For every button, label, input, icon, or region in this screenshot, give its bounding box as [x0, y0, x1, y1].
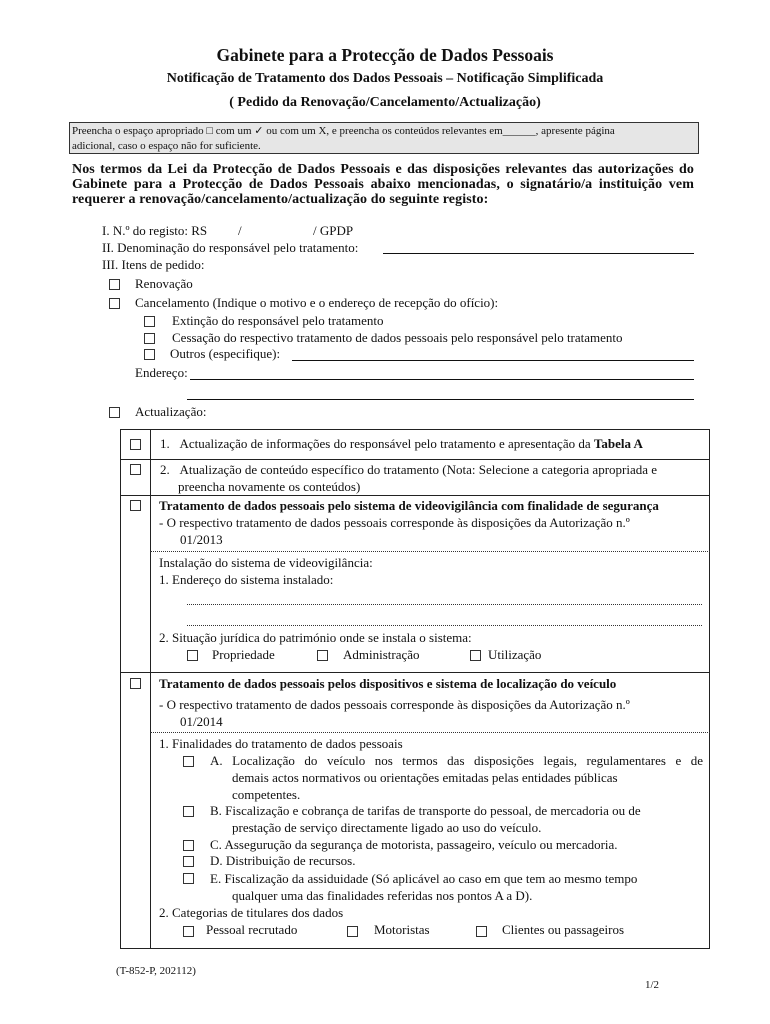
table-divider — [120, 495, 710, 496]
propriedade-checkbox[interactable] — [187, 650, 198, 661]
categorias-label: 2. Categorias de titulares dos dados — [159, 905, 344, 920]
administracao-label: Administração — [343, 647, 420, 662]
notice-line-1: Preencha o espaço apropriado □ com um ✓ ou com um X, e preencha os conteúdos relevantes em______, apresente página — [72, 125, 615, 137]
finalidade-d-checkbox[interactable] — [183, 856, 194, 867]
endereco-sistema-line-2[interactable] — [187, 625, 702, 626]
situacao-juridica-label: 2. Situação jurídica do património onde se instala o sistema: — [159, 630, 472, 645]
propriedade-label: Propriedade — [212, 647, 275, 662]
endereco-label: Endereço: — [135, 365, 188, 380]
clientes-checkbox[interactable] — [476, 926, 487, 937]
cessacao-checkbox[interactable] — [144, 333, 155, 344]
finalidade-e-text: E. Fiscalização da assiduidade (Só aplicável ao caso em que tem ao mesmo tempo qualquer uma das finalidades referidas nos pontos A a D). — [210, 871, 638, 903]
finalidade-a-checkbox[interactable] — [183, 756, 194, 767]
table-row2-text: 2. Atualização de conteúdo específico do tratamento (Nota: Selecione a categoria apropriada e preencha novamente os conteúdos) — [160, 462, 658, 494]
registo-suffix: / GPDP — [313, 223, 354, 238]
endereco-input-line-2[interactable] — [187, 399, 694, 400]
clientes-label: Clientes ou passageiros — [502, 922, 625, 937]
notice-line-2: adicional, caso o espaço não for suficiente. — [72, 140, 261, 152]
utilizacao-label: Utilização — [488, 647, 542, 662]
table-divider — [120, 459, 710, 460]
form-code: (T-852-P, 202112) — [116, 965, 196, 977]
actualizacao-checkbox[interactable] — [109, 407, 120, 418]
motoristas-label: Motoristas — [374, 922, 430, 937]
cancelamento-label: Cancelamento (Indique o motivo e o endereço de recepção do ofício): — [135, 295, 499, 310]
table-divider — [120, 672, 710, 673]
registo-label: I. N.º do registo: RS — [102, 223, 208, 238]
actualizacao-label: Actualização: — [135, 404, 207, 419]
outros-input-line[interactable] — [292, 360, 694, 361]
videovigilancia-details: Instalação do sistema de videovigilância: 1. Endereço do sistema instalado: — [159, 555, 373, 587]
denominacao-label: II. Denominação do responsável pelo tratamento: — [102, 240, 359, 255]
registo-number-field[interactable] — [102, 223, 207, 239]
cancelamento-checkbox[interactable] — [109, 298, 120, 309]
extincao-label: Extinção do responsável pelo tratamento — [172, 313, 384, 328]
videovigilancia-section: Tratamento de dados pessoais pelo sistema de videovigilância com finalidade de segurança - O respectivo tratamento de dados pessoais corresponde às disposições da Autorização n.º 01/2013 — [159, 498, 659, 547]
pessoal-recrutado-label: Pessoal recrutado — [206, 922, 298, 937]
pessoal-recrutado-checkbox[interactable] — [183, 926, 194, 937]
itens-label: III. Itens de pedido: — [102, 257, 205, 272]
renovacao-checkbox[interactable] — [109, 279, 120, 290]
page-number: 1/2 — [645, 979, 660, 991]
finalidade-c-checkbox[interactable] — [183, 840, 194, 851]
cessacao-label: Cessação do respectivo tratamento de dados pessoais pelo responsável pelo tratamento — [172, 330, 623, 345]
motoristas-checkbox[interactable] — [347, 926, 358, 937]
intro-paragraph: Nos termos da Lei da Protecção de Dados Pessoais e das disposições relevantes das autorizações do Gabinete para a Protecção de Dados Pessoais abaixo mencionadas, o signatário/a instituição vem requerer a renovação/cancelamento/actualização do seguinte registo: — [72, 162, 694, 207]
document-subtitle: Notificação de Tratamento dos Dados Pessoais – Notificação Simplificada — [166, 71, 604, 86]
document-title: Gabinete para a Protecção de Dados Pessoais — [216, 45, 554, 65]
renovacao-label: Renovação — [135, 276, 193, 291]
denominacao-input-line[interactable] — [383, 253, 694, 254]
request-type-subtitle: ( Pedido da Renovação/Cancelamento/Actualização) — [229, 95, 541, 110]
finalidade-b-text: B. Fiscalização e cobrança de tarifas de transporte do pessoal, de mercadoria ou de prestação de serviço directamente ligado ao uso do veículo. — [210, 803, 641, 835]
endereco-input-line[interactable] — [190, 379, 694, 380]
veiculo-checkbox[interactable] — [130, 678, 141, 689]
endereco-sistema-line[interactable] — [187, 604, 702, 605]
table-row2-checkbox[interactable] — [130, 464, 141, 475]
finalidade-d-text: D. Distribuição de recursos. — [210, 853, 356, 868]
finalidade-c-text: C. Assegurução da segurança de motorista, passageiro, veículo ou mercadoria. — [210, 837, 618, 852]
extincao-checkbox[interactable] — [144, 316, 155, 327]
table-row1-text: 1. Actualização de informações do responsável pelo tratamento e apresentação da Tabela A — [160, 436, 643, 451]
outros-checkbox[interactable] — [144, 349, 155, 360]
table-dashed-divider — [150, 732, 710, 733]
instructions-notice — [69, 122, 699, 154]
finalidade-a-text: A. Localização do veículo nos termos das disposições legais, regulamentares e de demais actos normativos ou orientações emitadas pelas entidades públicas competentes. — [210, 753, 703, 802]
finalidade-e-checkbox[interactable] — [183, 873, 194, 884]
outros-label: Outros (especifique): — [170, 346, 281, 361]
utilizacao-checkbox[interactable] — [470, 650, 481, 661]
finalidade-b-checkbox[interactable] — [183, 806, 194, 817]
tabela-a-reference: Tabela A — [593, 436, 643, 451]
veiculo-heading: Tratamento de dados pessoais pelos dispositivos e sistema de localização do veículo — [159, 676, 617, 691]
finalidades-label: 1. Finalidades do tratamento de dados pessoais — [159, 736, 403, 751]
table-column-divider — [150, 429, 151, 949]
table-row1-checkbox[interactable] — [130, 439, 141, 450]
veiculo-section: Tratamento de dados pessoais pelos dispositivos e sistema de localização do veículo - O respectivo tratamento de dados pessoais corresponde às disposições da Autorização n.º 01/2014 — [159, 676, 630, 729]
videovigilancia-heading: Tratamento de dados pessoais pelo sistema de videovigilância com finalidade de segurança — [159, 498, 659, 513]
videovigilancia-checkbox[interactable] — [130, 500, 141, 511]
administracao-checkbox[interactable] — [317, 650, 328, 661]
table-dashed-divider — [150, 551, 710, 552]
registo-separator: / — [238, 223, 242, 238]
